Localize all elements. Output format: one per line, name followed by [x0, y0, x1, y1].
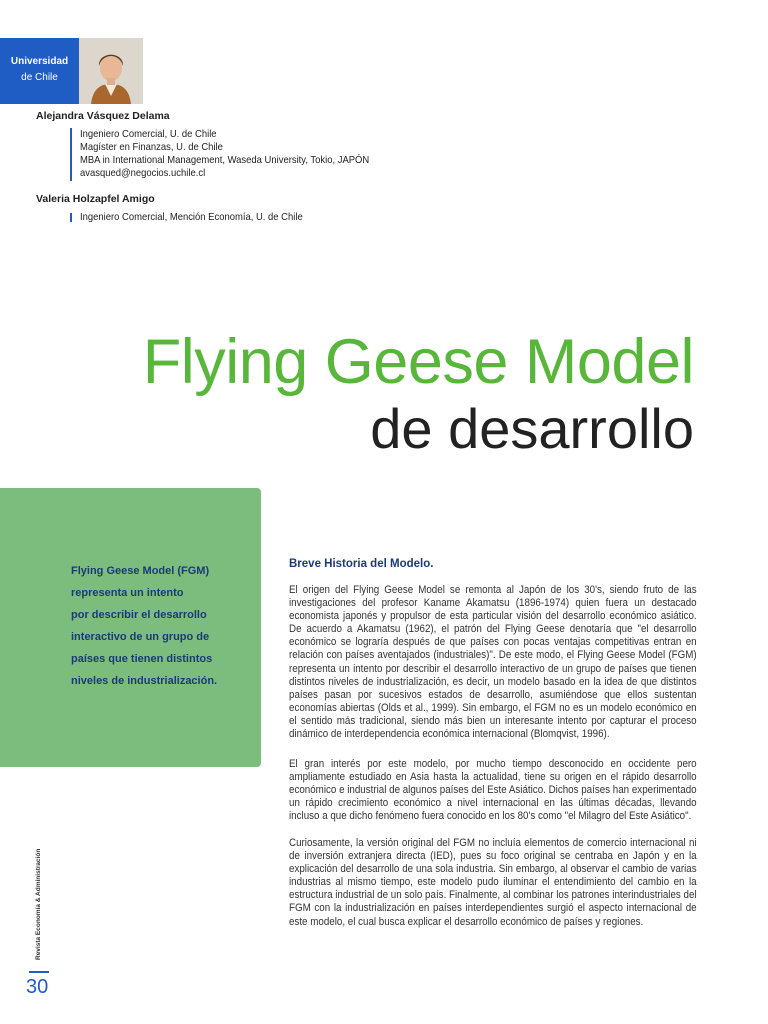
pull-quote — [71, 560, 251, 692]
pull-quote-line: países que tienen distintos — [71, 653, 213, 665]
page-number-rule — [29, 971, 49, 973]
pull-quote-line: niveles de industrialización. — [71, 675, 218, 687]
author-photo — [79, 38, 143, 104]
page-number: 30 — [26, 976, 49, 998]
author-credential: MBA in International Management, Waseda University, Tokio, JAPÓN — [80, 154, 370, 166]
university-line2: de Chile — [21, 72, 58, 83]
pull-quote-line: por describir el desarrollo — [71, 609, 207, 621]
university-logo — [0, 38, 79, 104]
author-credential: Ingeniero Comercial, Mención Economía, U. de Chile — [80, 211, 303, 223]
journal-name: Revista Economía & Administración — [35, 848, 42, 960]
author-credential: Ingeniero Comercial, U. de Chile — [80, 128, 217, 140]
pull-quote-line: interactivo de un grupo de — [71, 631, 210, 643]
credential-divider — [70, 128, 72, 181]
credential-divider — [70, 213, 72, 222]
author-name: Valeria Holzapfel Amigo — [36, 193, 155, 205]
section-heading: Breve Historia del Modelo. — [289, 558, 434, 570]
article-paragraph: Curiosamente, la versión original del FGM no incluía elementos de comercio internacional ni de inversión extranjera directa (IED), pues su foco original se centraba en Japón y en la explicación del desarrollo de una sola industria. Sin embargo, al observar el cambio de varias industrias al mismo tiempo, este modelo pudo iluminar el entendimiento del cambio en la estructura industrial de un solo país. Finalmente, al combinar los patrones interindustriales del FGM con la industrialización en países interdependientes surgió el aspecto internacional de este modelo, el cual busca explicar el desarrollo económico de países y regiones. — [289, 837, 697, 928]
article-title: Flying Geese Model — [142, 327, 694, 397]
article-subtitle: de desarrollo — [370, 397, 694, 460]
article-paragraph: El origen del Flying Geese Model se remonta al Japón de los 30's, siendo fruto de las investigaciones del profesor Kaname Akamatsu (1896-1974) quien fuera un destacado economista japonés y propulsor de esta particular visión del desarrollo económico asiático. De acuerdo a Akamatsu (1962), el patrón del Flying Geese denotaría que "el desarrollo económico se lograría después de que países con pocas ventajas competitivas entran en relación con países aventajados (industriales)". De este modo, el Flying Geese Model (FGM) representa un intento por describir el desarrollo interactivo de un grupo de países que tienen distintos niveles de industrialización, es decir, un modelo basado en la idea de que distintos países pasan por sucesivos estados de desarrollo, asumiéndose que ellos sustentan economías abiertas (Olds et al., 1999). Sin embargo, el FGM no es un modelo económico en el sentido más tradicional, siendo más bien un interesante intento por capturar el proceso dinámico de interdependencia económica internacional (Blomqvist, 1996). — [289, 584, 697, 741]
pull-quote-line: representa un intento — [71, 587, 184, 599]
author-credential: Magíster en Finanzas, U. de Chile — [80, 141, 223, 153]
author-email: avasqued@negocios.uchile.cl — [80, 167, 206, 179]
pull-quote-line: Flying Geese Model (FGM) — [71, 565, 210, 577]
university-line1: Universidad — [10, 56, 69, 67]
author-name: Alejandra Vásquez Delama — [36, 110, 170, 122]
article-paragraph: El gran interés por este modelo, por mucho tiempo desconocido en occidente pero ampliamente estudiado en Asia hasta la actualidad, tiene su origen en el rápido desarrollo económico e industrial de algunos países del Este Asiático. Dichos países han experimentado un rápido crecimiento económico a nivel internacional en las últimas décadas, llevando incluso a que dicho fenómeno fuera conocido en los 80's como "el Milagro del Este Asiático". — [289, 758, 697, 823]
journal-name-vertical — [35, 845, 45, 960]
